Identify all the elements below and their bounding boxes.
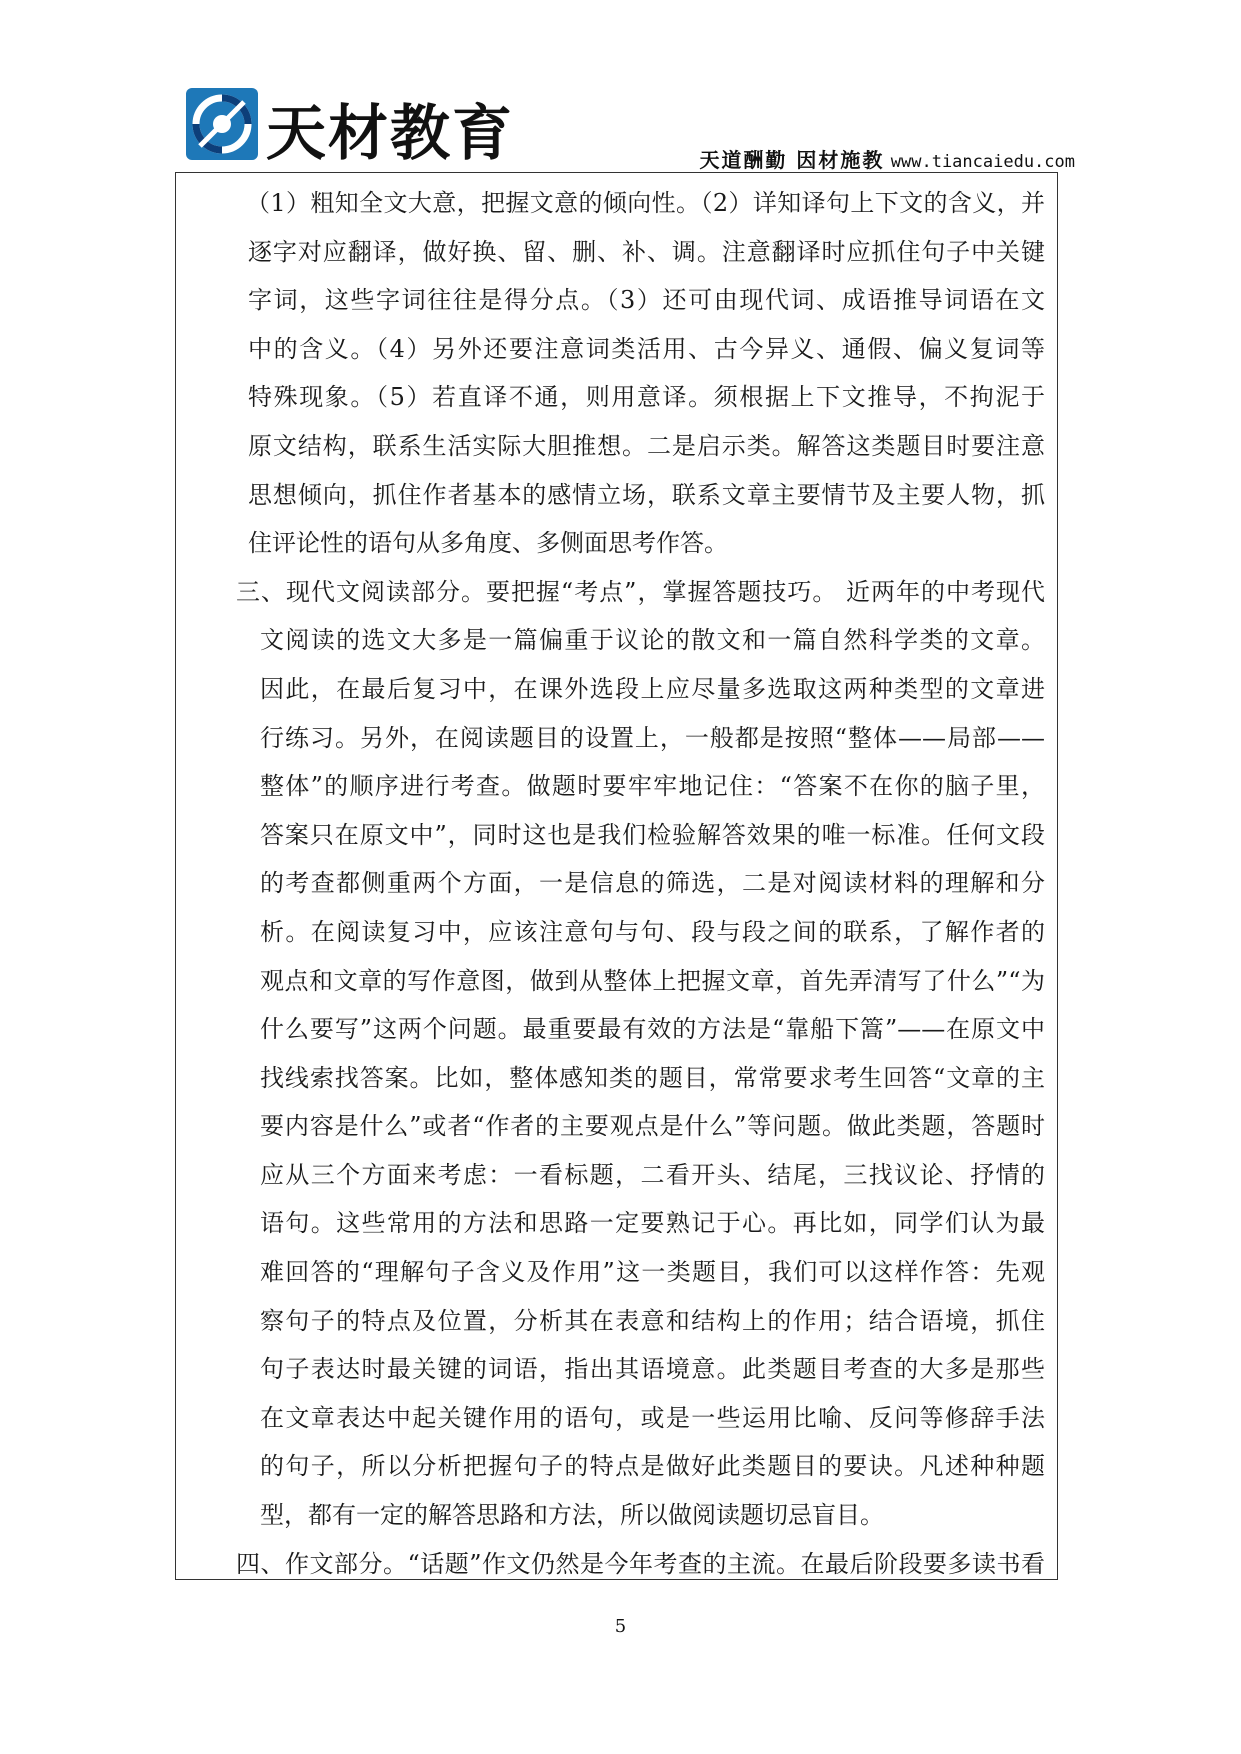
text-line: 在文章表达中起关键作用的语句，或是一些运用比喻、反问等修辞手法 (260, 1403, 1045, 1432)
text-line: 语句。这些常用的方法和思路一定要熟记于心。再比如，同学们认为最 (260, 1209, 1045, 1238)
header-slogan (699, 144, 1075, 173)
page-number: 5 (614, 1616, 627, 1637)
text-line: 析。在阅读复习中，应该注意句与句、段与段之间的联系，了解作者的 (260, 917, 1045, 946)
text-line: 型，都有一定的解答思路和方法，所以做阅读题切忌盲目。 (260, 1501, 884, 1530)
text-line: 应从三个方面来考虑：一看标题，二看开头、结尾，三找议论、抒情的 (260, 1160, 1045, 1189)
text-line: 观点和文章的写作意图，做到从整体上把握文章，首先弄清写了什么”“为 (260, 966, 1045, 995)
text-line: 答案只在原文中”，同时这也是我们检验解答效果的唯一标准。任何文段 (260, 820, 1045, 849)
slogan-text: 天道酬勤 因材施教 (699, 148, 885, 172)
text-line: （1）粗知全文大意，把握文意的倾向性。（2）详知译句上下文的含义，并 (246, 189, 1045, 217)
text-line: 的句子，所以分析把握句子的特点是做好此类题目的要诀。凡述种种题 (260, 1452, 1045, 1481)
page-header (0, 0, 1241, 180)
text-line: 原文结构，联系生活实际大胆推想。二是启示类。解答这类题目时要注意 (248, 431, 1045, 460)
logo-text: 天材教育 (266, 99, 514, 169)
text-line: 句子表达时最关键的词语，指出其语境意。此类题目考查的大多是那些 (260, 1355, 1045, 1384)
website-url: www.tiancaiedu.com (890, 152, 1075, 172)
text-line: 中的含义。（4）另外还要注意词类活用、古今异义、通假、偏义复词等 (248, 334, 1045, 363)
text-line: 逐字对应翻译，做好换、留、删、补、调。注意翻译时应抓住句子中关键 (248, 237, 1045, 266)
content-frame (175, 172, 1058, 1580)
text-line: 整体”的顺序进行考查。做题时要牢牢地记住：“答案不在你的脑子里， (260, 772, 1045, 801)
text-line: 察句子的特点及位置，分析其在表意和结构上的作用；结合语境，抓住 (260, 1306, 1045, 1335)
text-line: 要内容是什么”或者“作者的主要观点是什么”等问题。做此类题，答题时 (260, 1112, 1045, 1141)
section-heading-line: 三、现代文阅读部分。要把握“考点”，掌握答题技巧。 近两年的中考现代 (236, 577, 1045, 606)
text-line: 因此，在最后复习中，在课外选段上应尽量多选取这两种类型的文章进 (260, 674, 1045, 703)
text-line: 住评论性的语句从多角度、多侧面思考作答。 (248, 529, 728, 558)
tiancai-logo-icon (186, 88, 258, 160)
text-line: 行练习。另外，在阅读题目的设置上，一般都是按照“整体——局部—— (260, 723, 1045, 752)
body-text (176, 173, 1057, 1580)
text-line: 思想倾向，抓住作者基本的感情立场，联系文章主要情节及主要人物，抓 (248, 480, 1045, 509)
section-heading-line: 四、作文部分。“话题”作文仍然是今年考查的主流。在最后阶段要多读书看 (236, 1549, 1045, 1578)
text-line: 文阅读的选文大多是一篇偏重于议论的散文和一篇自然科学类的文章。 (260, 626, 1045, 655)
text-line: 难回答的“理解句子含义及作用”这一类题目，我们可以这样作答：先观 (260, 1258, 1045, 1287)
text-line: 什么要写”这两个问题。最重要最有效的方法是“靠船下篙”——在原文中 (260, 1015, 1045, 1044)
text-line: 字词，这些字词往往是得分点。（3）还可由现代词、成语推导词语在文 (248, 286, 1045, 315)
text-line: 特殊现象。（5）若直译不通，则用意译。须根据上下文推导，不拘泥于 (248, 383, 1045, 412)
text-line: 的考查都侧重两个方面，一是信息的筛选，二是对阅读材料的理解和分 (260, 869, 1045, 898)
text-line: 找线索找答案。比如，整体感知类的题目，常常要求考生回答“文章的主 (260, 1063, 1045, 1092)
